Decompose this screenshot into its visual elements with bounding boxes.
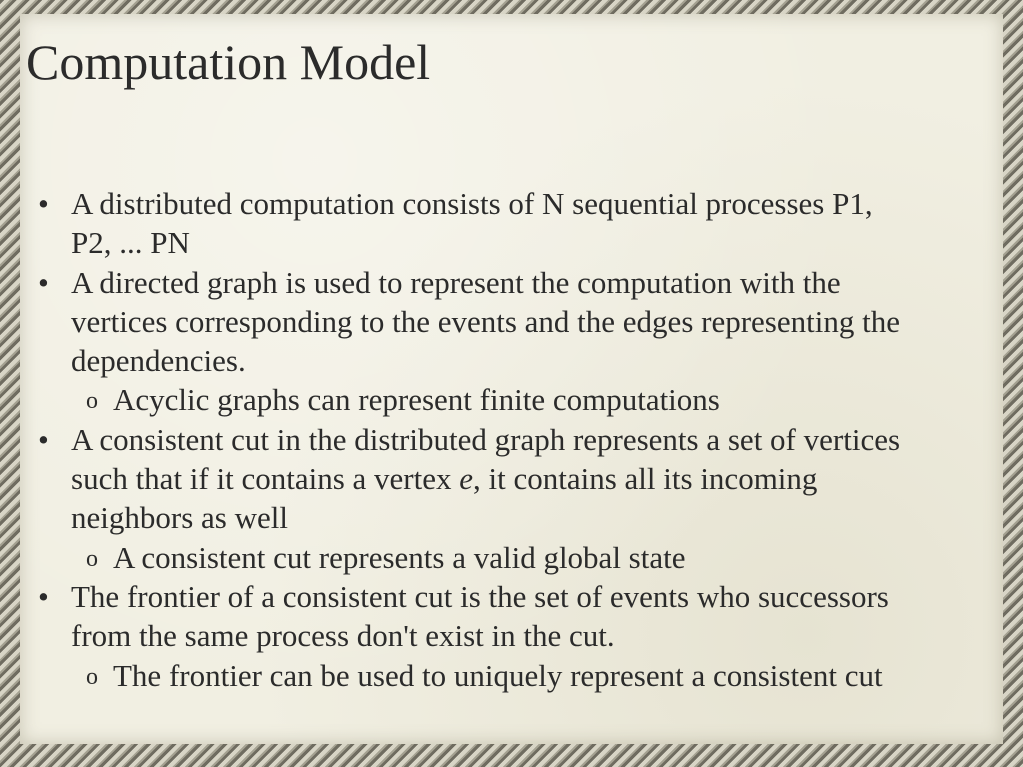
bullet-dot-icon: •	[38, 264, 49, 300]
sub-bullet-item-3	[32, 538, 997, 577]
bullet-text-line: neighbors as well	[71, 500, 288, 536]
bullet-dot-icon: •	[38, 421, 49, 457]
bullet-text-segment: such that if it contains a vertex	[71, 461, 460, 497]
sub-bullet-text: Acyclic graphs can represent finite computations	[113, 382, 720, 418]
bullet-text-emphasis: e	[459, 461, 474, 497]
sub-bullet-item-2	[32, 380, 997, 419]
bullet-text-line-composite	[71, 459, 997, 498]
bullet-text-line: The frontier of a consistent cut is the set of events who successors	[71, 578, 889, 614]
sub-bullet-item-4	[32, 656, 997, 695]
bullet-text-line: vertices corresponding to the events and the edges representing the	[71, 303, 900, 339]
bullet-item-2	[32, 263, 997, 381]
slide-paper	[20, 14, 1003, 744]
sub-bullet-circle-icon: o	[86, 388, 98, 415]
bullet-text-line: dependencies.	[71, 343, 246, 379]
sub-bullet-circle-icon: o	[86, 545, 98, 572]
bullet-text-line: from the same process don't exist in the cut.	[71, 618, 615, 654]
bullet-text-line: A consistent cut in the distributed graph represents a set of vertices	[71, 421, 901, 457]
slide-title: Computation Model	[26, 34, 431, 90]
bullet-list	[32, 184, 997, 695]
sub-bullet-text: The frontier can be used to uniquely represent a consistent cut	[113, 657, 883, 693]
bullet-item-1	[32, 184, 997, 263]
bullet-dot-icon: •	[38, 578, 49, 614]
bullet-text-line: P2, ... PN	[71, 225, 190, 261]
bullet-item-4	[32, 577, 997, 656]
sub-bullet-text: A consistent cut represents a valid global state	[113, 539, 686, 575]
bullet-item-3	[32, 420, 997, 538]
bullet-text-line: A distributed computation consists of N sequential processes P1,	[71, 186, 873, 221]
sub-bullet-circle-icon: o	[86, 663, 98, 690]
bullet-text-line: A directed graph is used to represent the computation with the	[71, 264, 841, 300]
bullet-dot-icon: •	[38, 186, 49, 221]
bullet-text-segment: , it contains all its incoming	[473, 461, 818, 497]
